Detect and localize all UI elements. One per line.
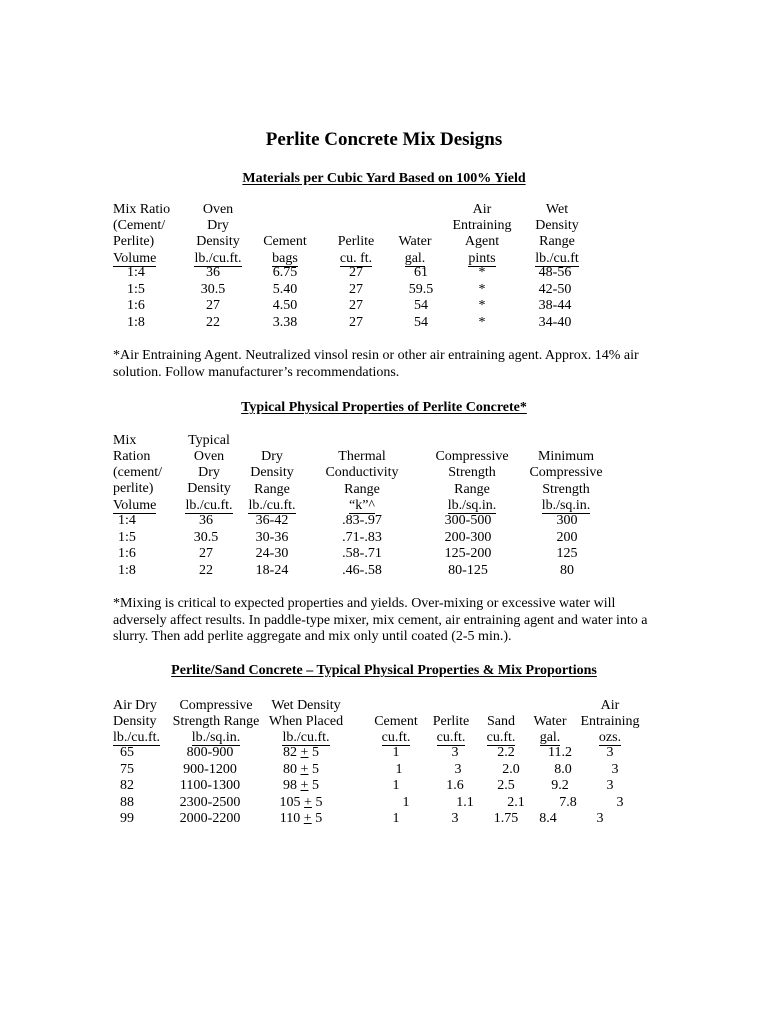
header-line: Strength <box>542 481 590 497</box>
section1-column-header <box>245 234 325 267</box>
section3-table-cell: 2.0 <box>502 761 520 777</box>
header-line: Water <box>533 714 567 729</box>
section2-table-cell: 200-300 <box>444 529 492 545</box>
header-line: pints <box>468 250 496 266</box>
section3-table-cell: 105 + 5 <box>279 794 323 810</box>
header-line: lb./sq.in. <box>447 497 497 513</box>
header-line: Density <box>113 713 157 729</box>
section3-column-header <box>366 714 426 747</box>
section1-table-cell: * <box>478 281 486 297</box>
section2-table-cell: 300-500 <box>444 513 492 528</box>
header-line: Perlite <box>337 234 375 250</box>
section3-table-cell: 1.6 <box>446 778 464 793</box>
header-line: Air <box>472 201 492 217</box>
section3-table-cell: 1 <box>395 761 403 777</box>
section3-column-header <box>256 698 356 747</box>
section3-table-cell: 1.75 <box>493 811 519 826</box>
section1-table-cell: 1:6 <box>127 298 145 313</box>
header-line: lb./cu.ft. <box>185 497 233 513</box>
section2-column-header <box>232 449 312 514</box>
section2-table-cell: 1:5 <box>118 529 136 545</box>
section3-table-cell: 1 <box>402 794 410 810</box>
section1-table-cell: * <box>478 314 486 330</box>
header-line: gal. <box>404 250 426 266</box>
header-line: Wet Density <box>271 697 341 713</box>
header-line: Water <box>398 234 432 250</box>
section1-table-cell: 1:8 <box>127 314 145 330</box>
header-line: Dry <box>207 218 229 234</box>
section1-table-cell: 59.5 <box>408 281 434 297</box>
section3-table-cell: 3 <box>596 811 604 826</box>
section1-table-cell: 54 <box>414 298 428 313</box>
section3-table-cell: 75 <box>120 761 134 777</box>
header-line: When Placed <box>268 713 344 729</box>
section3-table-cell: 1 <box>392 778 400 793</box>
header-line: Oven <box>202 201 234 217</box>
section1-table-cell: 27 <box>349 314 363 330</box>
section3-table-cell: 110 + 5 <box>279 811 323 826</box>
section2-table-cell: .58-.71 <box>342 546 382 561</box>
header-line: Dry <box>198 465 220 481</box>
header-line: Thermal <box>338 449 386 464</box>
header-line: Cement <box>263 234 307 250</box>
section3-table-cell: 8.0 <box>554 761 572 777</box>
section3-table-cell: 7.8 <box>559 794 577 810</box>
plus-minus-tolerance: + 5 <box>300 761 319 777</box>
header-line: lb./cu.ft <box>535 250 579 266</box>
section2-table-cell: 200 <box>556 529 578 545</box>
header-line: Range <box>454 481 490 497</box>
section3-table-cell: 2.1 <box>507 794 525 810</box>
section2-heading: Typical Physical Properties of Perlite Concrete* <box>241 400 527 415</box>
section3-column-header <box>520 714 580 747</box>
section3-table-cell: 3 <box>616 794 624 810</box>
section1-table-cell: 27 <box>349 265 363 280</box>
header-line: Dry <box>261 449 283 464</box>
header-line: lb./cu.ft. <box>194 250 242 266</box>
section3-table-cell: 2300-2500 <box>179 794 241 810</box>
section2-table-cell: .71-.83 <box>342 529 382 545</box>
section3-table-cell: 900-1200 <box>183 761 237 777</box>
section2-table-cell: 30.5 <box>193 529 219 545</box>
header-line: Perlite <box>432 714 470 729</box>
section3-heading: Perlite/Sand Concrete – Typical Physical Properties & Mix Proportions <box>171 663 597 678</box>
header-line: Wet <box>545 201 569 217</box>
section1-heading: Materials per Cubic Yard Based on 100% Yield <box>242 171 526 186</box>
section3-table-cell: 3 <box>606 745 614 760</box>
header-line: Typical <box>188 432 230 448</box>
section2-table-cell: 22 <box>199 562 213 578</box>
header-line: perlite) <box>113 481 154 497</box>
header-line: Sand <box>487 714 515 729</box>
section3-table-cell: 82 <box>120 778 134 793</box>
header-line: (cement/ <box>113 465 162 481</box>
header-line: Oven <box>193 448 225 464</box>
section2-column-header <box>516 449 616 514</box>
section1-table-cell: 4.50 <box>272 298 298 313</box>
header-line: Volume <box>113 497 157 513</box>
header-line: “k”^ <box>349 497 375 513</box>
plus-minus-tolerance: + 5 <box>300 745 319 760</box>
header-line: Cement <box>374 714 418 729</box>
section1-table-cell: 30.5 <box>200 281 226 297</box>
section1-table-cell: 3.38 <box>272 314 298 330</box>
section2-column-header <box>422 449 522 514</box>
header-line: Range <box>254 481 290 497</box>
section1-table-cell: 48-56 <box>538 265 572 280</box>
section3-table-cell: 1 <box>392 811 400 826</box>
header-line: Strength Range <box>172 713 260 729</box>
section1-table-cell: 27 <box>206 298 220 313</box>
section2-table-cell: 80-125 <box>448 562 488 578</box>
section3-table-cell: 3 <box>611 761 619 777</box>
section3-table-cell: 2.2 <box>497 745 515 760</box>
section1-table-cell: 6.75 <box>272 265 298 280</box>
section3-table-cell: 9.2 <box>551 778 569 793</box>
section1-column-header <box>437 202 527 267</box>
header-line: Compressive <box>179 697 253 713</box>
section1-table-cell: 27 <box>349 298 363 313</box>
header-line: Compressive <box>529 465 603 481</box>
section3-column-header <box>166 698 266 747</box>
section3-table-cell: 1.1 <box>456 794 474 810</box>
section1-table-cell: 27 <box>349 281 363 297</box>
section1-table-cell: 54 <box>414 314 428 330</box>
header-line: Entraining <box>580 713 640 729</box>
section3-table-cell: 3 <box>451 811 459 826</box>
section1-table-cell: 61 <box>414 265 428 280</box>
section1-table-cell: 42-50 <box>538 281 572 297</box>
header-line: Minimum <box>537 449 594 464</box>
section1-table-cell: 38-44 <box>538 298 572 313</box>
section3-column-header <box>575 698 645 747</box>
plus-minus-tolerance: + 5 <box>304 794 323 810</box>
header-line: Density <box>250 465 294 481</box>
header-line: Perlite) <box>113 234 155 250</box>
section2-table-cell: 27 <box>199 546 213 561</box>
section2-table-cell: 30-36 <box>255 529 289 545</box>
section2-table-cell: .46-.58 <box>342 562 382 578</box>
header-line: (Cement/ <box>113 218 166 234</box>
section2-table-cell: 300 <box>556 513 578 528</box>
section2-table-cell: 80 <box>560 562 574 578</box>
section3-table-cell: 2000-2200 <box>179 811 241 826</box>
section1-note: *Air Entraining Agent. Neutralized vinsol resin or other air entraining agent. Approx. 14% air solution. Follow manufacturer’s recommendations. <box>113 348 639 380</box>
section1-column-header <box>517 202 597 267</box>
section3-table-cell: 1 <box>392 745 400 760</box>
header-line: Mix Ratio <box>113 201 171 217</box>
section3-table-cell: 65 <box>120 745 134 760</box>
section3-table-cell: 99 <box>120 811 134 826</box>
section3-table-cell: 3 <box>454 761 462 777</box>
header-line: cu. ft. <box>339 250 373 266</box>
plus-minus-tolerance: + 5 <box>303 811 323 826</box>
section3-table-cell: 88 <box>120 794 134 810</box>
header-line: cu.ft. <box>381 730 411 746</box>
header-line: Range <box>344 481 380 497</box>
header-line: Mix <box>113 432 137 448</box>
section3-table-cell: 2.5 <box>497 778 515 793</box>
header-line: Strength <box>448 465 496 481</box>
section3-table-cell: 8.4 <box>539 811 557 826</box>
header-line: ozs. <box>598 730 622 746</box>
section3-table-cell: 98 + 5 <box>283 778 319 793</box>
section3-table-cell: 3 <box>606 778 614 793</box>
section2-table-cell: 1:4 <box>118 513 136 528</box>
section3-table-cell: 1100-1300 <box>179 778 241 793</box>
section2-table-cell: 36-42 <box>255 513 289 528</box>
header-line: lb./sq.in. <box>541 497 591 513</box>
section1-table-cell: 5.40 <box>272 281 298 297</box>
section2-column-header <box>312 449 412 514</box>
header-line: gal. <box>539 730 561 746</box>
header-line: bags <box>272 250 298 266</box>
section1-table-cell: * <box>478 298 486 313</box>
header-line: Conductivity <box>325 465 399 481</box>
section2-table-cell: 1:8 <box>118 562 136 578</box>
section2-table-cell: 36 <box>199 513 213 528</box>
header-line: Density <box>196 234 240 250</box>
section3-table-cell: 82 + 5 <box>283 745 319 760</box>
section2-table-cell: 24-30 <box>255 546 289 561</box>
header-line: Air Dry <box>113 697 157 713</box>
section1-table-cell: 1:5 <box>127 281 145 297</box>
document-title: Perlite Concrete Mix Designs <box>265 129 503 150</box>
header-line: Density <box>187 481 231 497</box>
section3-table-cell: 11.2 <box>548 745 572 760</box>
section2-table-cell: .83-.97 <box>342 513 382 528</box>
header-line: lb./cu.ft. <box>113 730 161 746</box>
section3-table-cell: 800-900 <box>186 745 234 760</box>
section2-table-cell: 125 <box>556 546 578 561</box>
header-line: Agent <box>464 234 500 250</box>
section2-table-cell: 18-24 <box>255 562 289 578</box>
header-line: lb./cu.ft. <box>282 730 330 746</box>
section1-table-cell: 22 <box>206 314 220 330</box>
section2-table-cell: 1:6 <box>118 546 136 561</box>
section1-table-cell: * <box>478 265 486 280</box>
header-line: lb./cu.ft. <box>248 497 296 513</box>
section3-table-cell: 80 + 5 <box>283 761 319 777</box>
header-line: Ration <box>113 448 151 464</box>
section3-table-cell: 3 <box>451 745 459 760</box>
header-line: Air <box>600 697 620 713</box>
header-line: Range <box>539 234 575 250</box>
header-line: cu.ft. <box>486 730 516 746</box>
section1-table-cell: 36 <box>206 265 220 280</box>
section2-note: *Mixing is critical to expected properties and yields. Over-mixing or excessive water will adversely affect results. In paddle-type mixer, mix cement, air entraining agent and water into a slurry. Then add perlite aggregate and mix only until coated (2-5 min.). <box>113 596 648 644</box>
header-line: Compressive <box>435 449 509 464</box>
header-line: lb./sq.in. <box>191 730 241 746</box>
header-line: Entraining <box>452 218 512 234</box>
section2-table-cell: 125-200 <box>444 546 492 561</box>
header-line: Volume <box>113 250 157 266</box>
section1-table-cell: 1:4 <box>127 265 145 280</box>
header-line: Density <box>535 218 579 234</box>
plus-minus-tolerance: + 5 <box>300 778 319 793</box>
section1-table-cell: 34-40 <box>538 314 572 330</box>
header-line: cu.ft. <box>436 730 466 746</box>
